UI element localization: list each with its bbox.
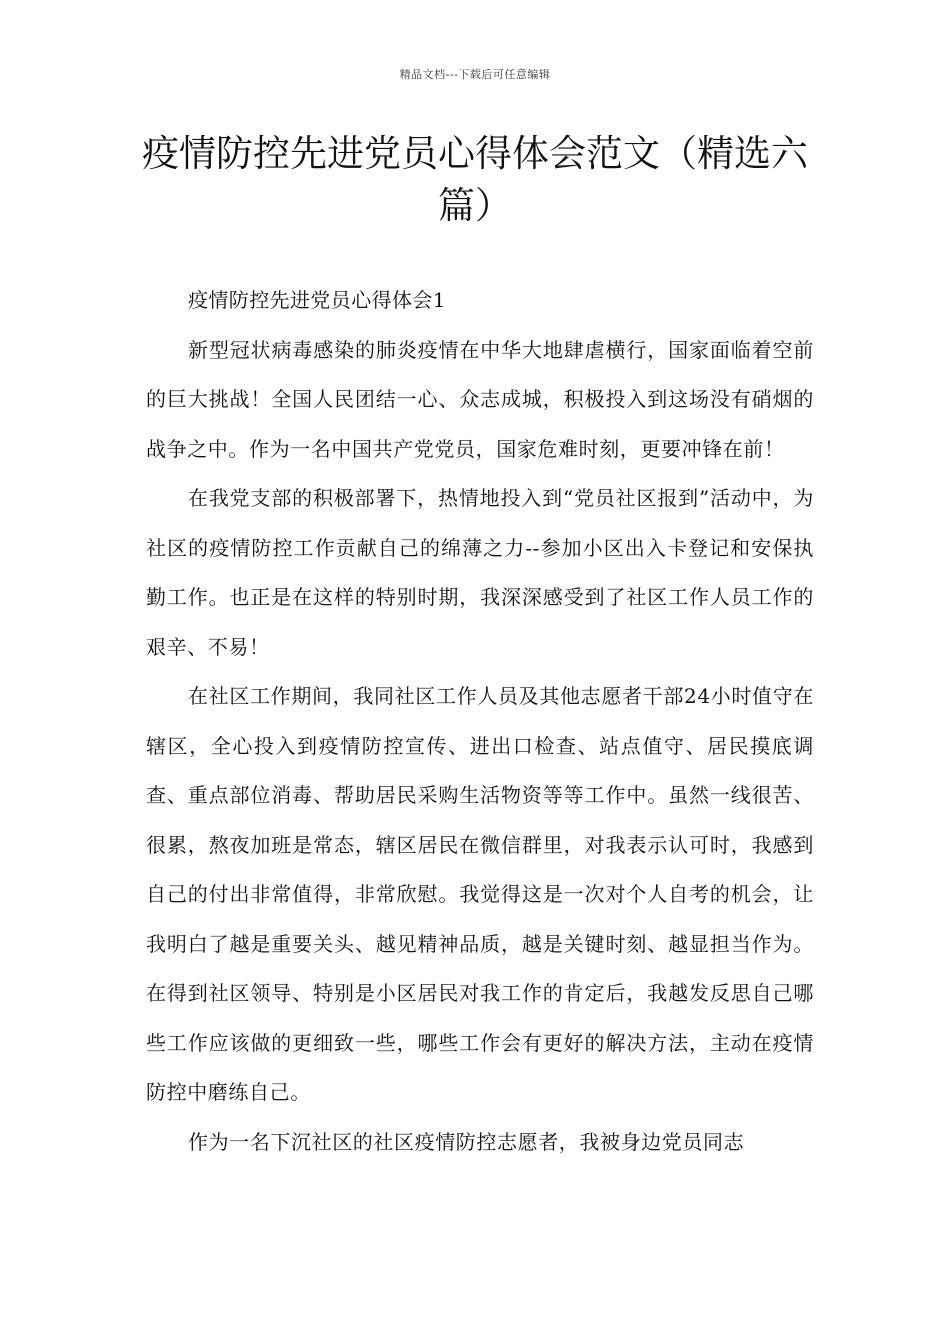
document-body [146, 276, 814, 1167]
paragraph: 新型冠状病毒感染的肺炎疫情在中华大地肆虐横行，国家面临着空前的巨大挑战！全国人民团结一心、众志成城，积极投入到这场没有硝烟的战争之中。作为一名中国共产党党员，国家危难时刻，更要冲锋在前！ [146, 337, 814, 461]
document-title: 疫情防控先进党员心得体会范文（精选六篇） [142, 132, 808, 227]
section-heading: 疫情防控先进党员心得体会1 [188, 288, 446, 312]
header-note: 精品文档---下载后可任意编辑 [399, 68, 551, 81]
paragraph: 作为一名下沉社区的社区疫情防控志愿者，我被身边党员同志 [188, 1129, 745, 1154]
paragraph: 在社区工作期间，我同社区工作人员及其他志愿者干部24小时值守在辖区，全心投入到疫情防控宣传、进出口检查、站点值守、居民摸底调查、重点部位消毒、帮助居民采购生活物资等等工作中。虽然一线很苦、很累，熬夜加班是常态，辖区居民在微信群里，对我表示认可时，我感到自己的付出非常值得，非常欣慰。我觉得这是一次对个人自考的机会，让我明白了越是重要关头、越见精神品质，越是关键时刻、越显担当作为。在得到社区领导、特别是小区居民对我工作的肯定后，我越发反思自己哪些工作应该做的更细致一些，哪些工作会有更好的解决方法，主动在疫情防控中磨练自己。 [146, 684, 814, 1104]
paragraph: 在我党支部的积极部署下，热情地投入到“党员社区报到”活动中，为社区的疫情防控工作贡献自己的绵薄之力--参加小区出入卡登记和安保执勤工作。也正是在这样的特别时期，我深深感受到了社区工作人员工作的艰辛、不易！ [146, 486, 814, 659]
